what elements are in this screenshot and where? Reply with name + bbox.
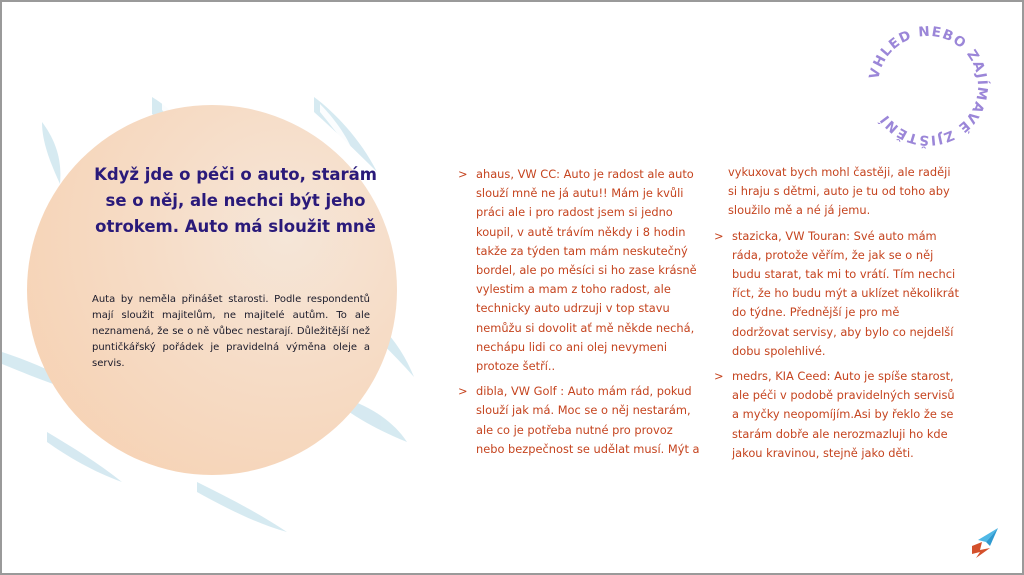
quotes-column-1 bbox=[458, 165, 704, 465]
quote-item bbox=[458, 382, 704, 459]
badge-text: VHLED NEBO ZAJÍMAVÉ ZJIŠTĚNÍ bbox=[866, 23, 991, 149]
section-title: Když jde o péči o auto, starám se o něj, ale nechci být jeho otrokem. Auto má sloužit mně bbox=[94, 165, 377, 236]
quote-text: stazicka, VW Touran: Své auto mám ráda, protože věřím, že jak se o něj budu starat, tak mi to vrátí. Tím nechci říct, že ho budu mýt a uklízet několikrát do týdne. Přednější je pro mě dodržovat servisy, aby bylo co nejdelší dobu spolehlivé. bbox=[732, 228, 959, 358]
quote-text: dibla, VW Golf : Auto mám rád, pokud slouží jak má. Moc se o něj nestarám, ale co je potřeba nutné pro provoz nebo bezpečnost se udělat musí. Mýt a bbox=[476, 384, 700, 456]
quote-text: ahaus, VW CC: Auto je radost ale auto slouží mně ne já autu!! Mám je kvůli práci ale i pro radost jsem si jedno koupil, v autě trávím někdy i 8 hodin takže za týden tam mám neskutečný bordel, ale po měsíci si ho zase krásně vylestim a mam z toho radost, ale technicky auto udrzuji v top stavu nemůžu si dovolit ať mě někde nechá, nechápu lidi co ani olej nevymeni protoze šetří.. bbox=[476, 167, 697, 374]
chevron-right-icon: > bbox=[714, 228, 724, 243]
chevron-right-icon: > bbox=[458, 384, 468, 399]
peach-circle-background bbox=[27, 105, 397, 475]
quote-item bbox=[458, 165, 704, 376]
quote-text: medrs, KIA Ceed: Auto je spíše starost, ale péči v podobě pravidelných servisů a myčky neopomíjím.Asi by řeklo že se starám dobře ale nerozmazluji ho kde jakou kravinou, stejně jako děti. bbox=[732, 369, 955, 460]
svg-text:VHLED NEBO ZAJÍMAVÉ ZJIŠTĚNÍ bbox=[866, 24, 991, 151]
brand-logo-icon bbox=[968, 526, 1002, 560]
insight-badge bbox=[858, 16, 998, 156]
section-body-text: Auta by neměla přinášet starosti. Podle respondentů mají sloužit majitelům, ne majitelé autům. To ale neznamená, že se o ně vůbec nestarají. Důležitější než puntičkářský pořádek je pravidelná výměna oleje a servis. bbox=[92, 294, 370, 369]
chevron-right-icon: > bbox=[458, 167, 468, 181]
quote-continuation bbox=[714, 163, 960, 221]
chevron-right-icon: > bbox=[714, 369, 724, 384]
quote-item bbox=[714, 367, 960, 463]
quote-text: vykuxovat bych mohl častěji, ale raději si hraju s dětmi, auto je tu od toho aby sloužilo mě a né já jemu. bbox=[728, 165, 951, 218]
quote-item bbox=[714, 227, 960, 361]
quotes-column-2 bbox=[714, 163, 960, 469]
